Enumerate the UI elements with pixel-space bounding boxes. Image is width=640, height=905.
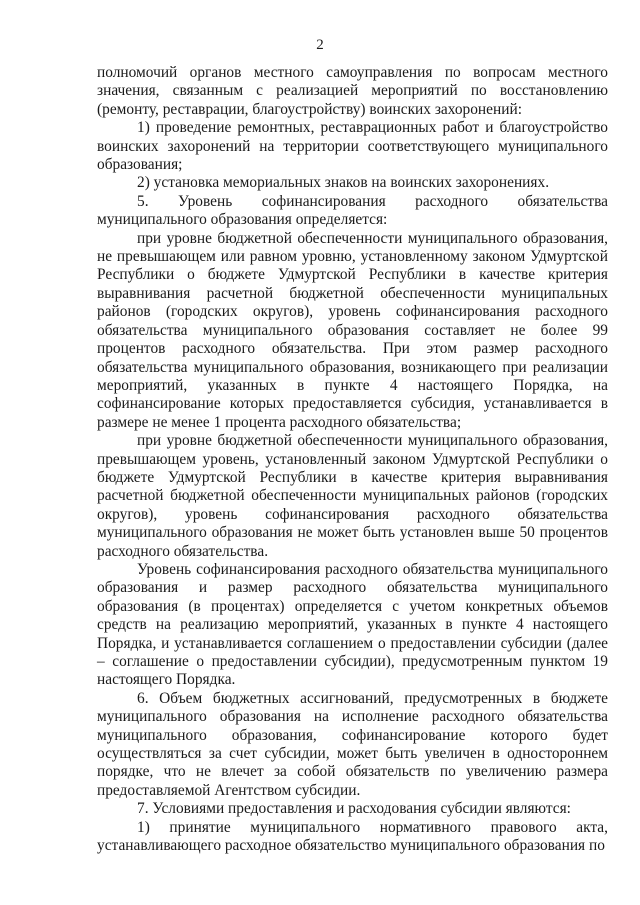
paragraph-item-2: 2) установка мемориальных знаков на воинских захоронениях. [137, 174, 550, 192]
paragraph-section-7: 7. Условиями предоставления и расходования субсидии являются: [137, 800, 571, 818]
paragraph-item-1: 1) проведение ремонтных, реставрационных работ и благоустройство воинских захоронений на территории соответствующего муниципального образования; [97, 119, 608, 174]
paragraph-condition-1: 1) принятие муниципального нормативного правового акта, устанавливающего расходное обязательство муниципального образования по [97, 818, 608, 855]
paragraph-section-5: 5. Уровень софинансирования расходного обязательства муниципального образования определяется: [97, 192, 608, 229]
paragraph-cofinancing-low: при уровне бюджетной обеспеченности муниципального образования, не превышающем или равном уровню, установленному законом Удмуртской Республики о бюджете Удмуртской Республики в качестве критерия выравнивания расчетной бюджетной обеспеченности муниципальных районов (городских округов), уровень софинансирования расходного обязательства муниципального образования составляет не более 99 процентов расходного обязательства. При этом размер расходного обязательства муниципального образования, возникающего при реализации мероприятий, указанных в пункте 4 настоящего Порядка, на софинансирование которых предоставляется субсидия, устанавливается в размере не менее 1 процента расходного обязательства; [97, 229, 608, 431]
paragraph-cofinancing-level: Уровень софинансирования расходного обязательства муниципального образования и размер расходного обязательства муниципального образования (в процентах) определяется с учетом конкретных объемов средств на реализацию мероприятий, указанных в пункте 4 настоящего Порядка, и устанавливается соглашением о предоставлении субсидии (далее – соглашение о предоставлении субсидии), предусмотренным пунктом 19 настоящего Порядка. [97, 560, 608, 689]
paragraph-cofinancing-high: при уровне бюджетной обеспеченности муниципального образования, превышающем уровень, установленный законом Удмуртской Республики о бюджете Удмуртской Республики в качестве критерия выравнивания расчетной бюджетной обеспеченности муниципальных районов (городских округов), уровень софинансирования расходного обязательства муниципального образования не может быть установлен выше 50 процентов расходного обязательства. [97, 432, 608, 560]
paragraph-section-6: 6. Объем бюджетных ассигнований, предусмотренных в бюджете муниципального образования на исполнение расходного обязательства муниципального образования, софинансирование которого будет осуществляться за счет субсидии, может быть увеличен в одностороннем порядке, что не влечет за собой обязательств по увеличению размера предоставляемой Агентством субсидии. [97, 689, 608, 799]
paragraph-continuation: полномочий органов местного самоуправления по вопросам местного значения, связанным с реализацией мероприятий по восстановлению (ремонту, реставрации, благоустройству) воинских захоронений: [97, 64, 608, 118]
page-number: 2 [316, 37, 324, 53]
document-body [97, 64, 608, 855]
